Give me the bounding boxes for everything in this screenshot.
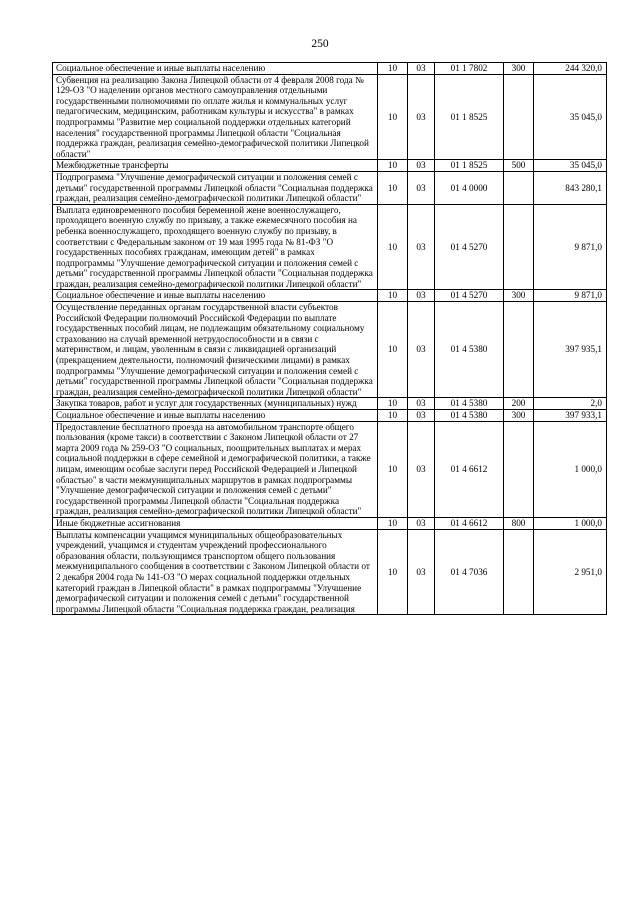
expense-type-cell [504,421,534,517]
section-code-cell: 10 [378,529,408,615]
target-article-cell: 01 1 7802 [435,63,504,75]
row-name-cell: Межбюджетные трансферты [53,160,378,172]
amount-cell: 9 871,0 [534,290,607,302]
target-article-cell: 01 4 5270 [435,204,504,290]
target-article-cell: 01 1 8525 [435,160,504,172]
amount-cell: 244 320,0 [534,63,607,75]
amount-cell: 397 935,1 [534,302,607,398]
row-name-cell: Выплаты компенсации учащимся муниципальных общеобразовательных учреждений, учащимся и студентам учреждений профессионального образования области, пользующимся транспортом общего пользования межмуниципального сообщения в соответствии с Законом Липецкой области от 2 декабря 2004 года № 141-ОЗ "О мерах социальной поддержки отдельных категорий граждан в Липецкой области" в рамках подпрограммы "Улучшение демографической ситуации и положения семей с детьми" государственной программы Липецкой области "Социальная поддержка граждан, реализация [53,529,378,615]
subsection-code-cell: 03 [408,421,435,517]
section-code-cell: 10 [378,421,408,517]
target-article-cell: 01 4 5380 [435,302,504,398]
row-name-cell: Подпрограмма "Улучшение демографической ситуации и положения семей с детьми" государственной программы Липецкой области "Социальная поддержка граждан, реализация семейно-демографической политики Липецкой области" [53,171,378,204]
amount-cell: 35 045,0 [534,160,607,172]
subsection-code-cell: 03 [408,160,435,172]
subsection-code-cell: 03 [408,529,435,615]
expense-type-cell [504,302,534,398]
expense-type-cell: 300 [504,290,534,302]
section-code-cell: 10 [378,410,408,422]
expense-type-cell [504,74,534,160]
subsection-code-cell: 03 [408,74,435,160]
target-article-cell: 01 1 8525 [435,74,504,160]
amount-cell: 397 933,1 [534,410,607,422]
table-row [53,290,607,302]
amount-cell: 843 280,1 [534,171,607,204]
expense-type-cell [504,529,534,615]
amount-cell: 1 000,0 [534,421,607,517]
table-row [53,421,607,517]
amount-cell: 2 951,0 [534,529,607,615]
target-article-cell: 01 4 7036 [435,529,504,615]
target-article-cell: 01 4 0000 [435,171,504,204]
subsection-code-cell: 03 [408,63,435,75]
subsection-code-cell: 03 [408,302,435,398]
section-code-cell: 10 [378,171,408,204]
subsection-code-cell: 03 [408,290,435,302]
subsection-code-cell: 03 [408,410,435,422]
section-code-cell: 10 [378,517,408,529]
target-article-cell: 01 4 6612 [435,421,504,517]
expense-type-cell [504,204,534,290]
row-name-cell: Социальное обеспечение и иные выплаты населению [53,63,378,75]
section-code-cell: 10 [378,290,408,302]
expense-type-cell: 300 [504,410,534,422]
expense-type-cell: 800 [504,517,534,529]
table-row [53,204,607,290]
expense-type-cell: 200 [504,398,534,410]
page-number: 250 [311,38,329,50]
section-code-cell: 10 [378,160,408,172]
row-name-cell: Иные бюджетные ассигнования [53,517,378,529]
target-article-cell: 01 4 5270 [435,290,504,302]
section-code-cell: 10 [378,398,408,410]
amount-cell: 1 000,0 [534,517,607,529]
table-row [53,410,607,422]
amount-cell: 35 045,0 [534,74,607,160]
section-code-cell: 10 [378,63,408,75]
table-row [53,398,607,410]
table-row [53,171,607,204]
table-row [53,63,607,75]
section-code-cell: 10 [378,302,408,398]
row-name-cell: Предоставление бесплатного проезда на автомобильном транспорте общего пользования (кроме такси) в соответствии с Законом Липецкой области от 27 марта 2009 года № 259-ОЗ "О социальных, поощрительных выплатах и мерах социальной поддержки в сфере семейной и демографической политики, а также лицам, имеющим особые заслуги перед Российской Федерацией и Липецкой областью" в части межмуниципальных маршрутов в рамках подпрограммы "Улучшение демографической ситуации и положения семей с детьми" государственной программы Липецкой области "Социальная поддержка граждан, реализация семейно-демографической политики Липецкой области" [53,421,378,517]
target-article-cell: 01 4 5380 [435,398,504,410]
section-code-cell: 10 [378,204,408,290]
expense-type-cell [504,171,534,204]
target-article-cell: 01 4 6612 [435,517,504,529]
budget-table [52,62,607,615]
row-name-cell: Субвенция на реализацию Закона Липецкой области от 4 февраля 2008 года № 129-ОЗ "О наделении органов местного самоуправления отдельными государственными полномочиями по оплате жилья и коммунальных услуг педагогическим, медицинским, работникам культуры и искусства" в рамках подпрограммы "Развитие мер социальной поддержки отдельных категорий населения" государственной программы Липецкой области "Социальная поддержка граждан, реализация семейно-демографической политики Липецкой области" [53,74,378,160]
table-row [53,160,607,172]
subsection-code-cell: 03 [408,398,435,410]
row-name-cell: Социальное обеспечение и иные выплаты населению [53,290,378,302]
section-code-cell: 10 [378,74,408,160]
subsection-code-cell: 03 [408,517,435,529]
subsection-code-cell: 03 [408,204,435,290]
target-article-cell: 01 4 5380 [435,410,504,422]
amount-cell: 2,0 [534,398,607,410]
table-row [53,302,607,398]
row-name-cell: Закупка товаров, работ и услуг для государственных (муниципальных) нужд [53,398,378,410]
subsection-code-cell: 03 [408,171,435,204]
table-row [53,529,607,615]
budget-table-body [53,63,607,615]
row-name-cell: Осуществление переданных органам государственной власти субъектов Российской Федерации полномочий Российской Федерации по выплате государственных пособий лицам, не подлежащим обязательному социальному страхованию на случай временной нетрудоспособности и в связи с материнством, и лицам, уволенным в связи с ликвидацией организаций (прекращением деятельности, полномочий физическими лицами) в рамках подпрограммы "Улучшение демографической ситуации и положения семей с детьми" государственной программы Липецкой области "Социальная поддержка граждан, реализация семейно-демографической политики Липецкой области" [53,302,378,398]
row-name-cell: Социальное обеспечение и иные выплаты населению [53,410,378,422]
table-row [53,517,607,529]
row-name-cell: Выплата единовременного пособия беременной жене военнослужащего, проходящего военную службу по призыву, а также ежемесячного пособия на ребенка военнослужащего, проходящего военную службу по призыву, в соответствии с Федеральным законом от 19 мая 1995 года № 81-ФЗ "О государственных пособиях гражданам, имеющим детей" в рамках подпрограммы "Улучшение демографической ситуации и положения семей с детьми" государственной программы Липецкой области "Социальная поддержка граждан, реализация семейно-демографической политики Липецкой области" [53,204,378,290]
expense-type-cell: 300 [504,63,534,75]
table-row [53,74,607,160]
amount-cell: 9 871,0 [534,204,607,290]
expense-type-cell: 500 [504,160,534,172]
